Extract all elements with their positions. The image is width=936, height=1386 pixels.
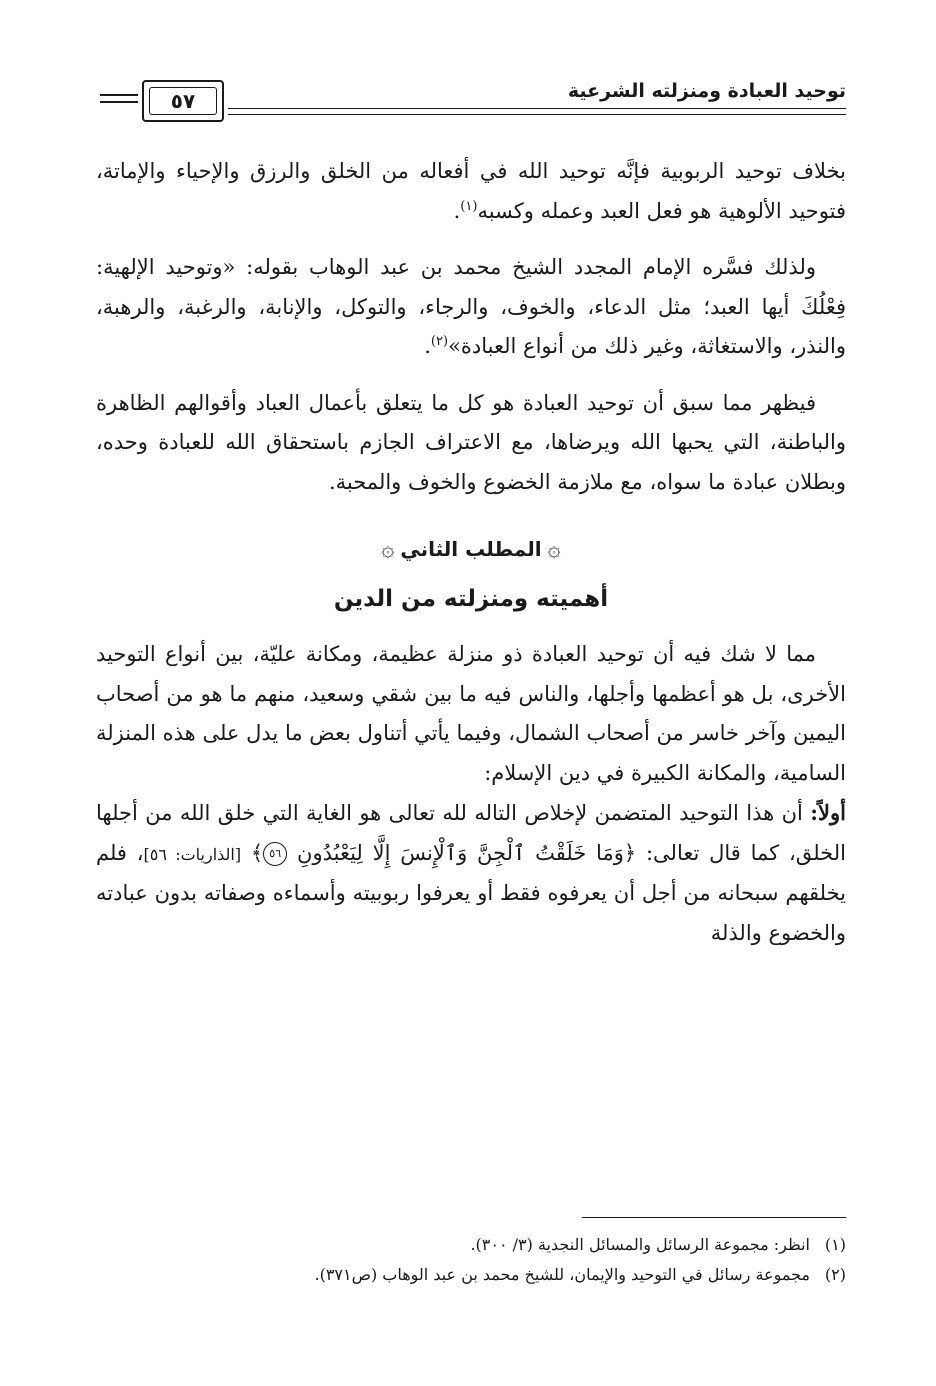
- footnote-ref-1[interactable]: (١): [460, 198, 478, 214]
- page-number: ٥٧: [170, 89, 196, 113]
- quoted-definition: «وتوحيد الإلهية: فِعْلُكَ أيها العبد؛ مثل الدعاء، والخوف، والرجاء، والتوكل، والإنابة، والرغبة، والرهبة، والنذر، والاستغاثة، وغير ذلك من أنواع العبادة»: [96, 255, 846, 358]
- running-title: توحيد العبادة ومنزلته الشرعية: [567, 80, 846, 102]
- ayah-number-icon: ٥٦: [263, 842, 287, 866]
- quran-verse: ﴿وَمَا خَلَقْتُ ٱلْجِنَّ وَٱلْإِنسَ إِلَّا لِيَعْبُدُونِ ٥٦﴾: [250, 840, 637, 865]
- paragraph-5: أولاً: أن هذا التوحيد المتضمن لإخلاص التاله لله تعالى هو الغاية التي خلق الله من أجلها الخلق، كما قال تعالى: ﴿وَمَا خَلَقْتُ ٱلْجِنَّ وَٱلْإِنسَ إِلَّا لِيَعْبُدُونِ ٥٦﴾ [الذاريات: ٥٦]، فلم يخلقهم سبحانه من أجل أن يعرفوه فقط أو يعرفوا ربوبيته وأسماءه وصفاته بدون عبادته والخضوع والذلة: [96, 800, 846, 945]
- ornament-icon: ۞: [381, 537, 395, 562]
- section-heading: [96, 530, 846, 570]
- footnote-2: (٢)مجموعة رسائل في التوحيد والإيمان، للشيخ محمد بن عبد الوهاب (ص٣٧١).: [314, 1265, 846, 1284]
- header-left-rule: [100, 94, 138, 108]
- paragraph-4: مما لا شك فيه أن توحيد العبادة ذو منزلة عظيمة، ومكانة عليّة، بين أنواع التوحيد الأخرى، بل هو أعظمها وأجلها، والناس فيه ما بين شقي وسعيد، منهم ما هو من أصحاب اليمين وآخر خاسر من أصحاب الشمال، وفيما يأتي أتناول بعض ما يدل على هذه المنزلة السامية، والمكانة الكبيرة في دين الإسلام:: [96, 642, 846, 785]
- section-title: المطلب الثاني: [400, 537, 542, 561]
- header-rule: [228, 108, 846, 109]
- paragraph-3: فيظهر مما سبق أن توحيد العبادة هو كل ما يتعلق بأعمال العباد وأقوالهم الظاهرة والباطنة، التي يحبها الله ويرضاها، مع الاعتراف الجازم باستحقاق الله للعبادة وحده، وبطلان عبادة ما سواه، مع ملازمة الخضوع والخوف والمحبة.: [96, 390, 846, 494]
- footnotes: [106, 1230, 846, 1290]
- ornament-icon: ۞: [547, 537, 561, 562]
- header-rule-double: [228, 114, 846, 115]
- paragraph-1: بخلاف توحيد الربوبية فإنَّه توحيد الله في أفعاله من الخلق والرزق والإحياء والإماتة، فتوحيد الألوهية هو فعل العبد وعمله وكسبه$^{(١)}$.: [96, 159, 846, 223]
- page-header: [100, 78, 846, 128]
- section-subtitle: أهميته ومنزلته من الدين: [333, 585, 609, 612]
- main-text: [96, 152, 846, 953]
- footnote-divider: [582, 1217, 846, 1218]
- verse-reference: [الذاريات: ٥٦]: [143, 844, 242, 864]
- point-label: أولاً:: [810, 800, 846, 825]
- paragraph-2: ولذلك فسَّره الإمام المجدد الشيخ محمد بن عبد الوهاب بقوله: «وتوحيد الإلهية: فِعْلُكَ أيها العبد؛ مثل الدعاء، والخوف، والرجاء، والتوكل، والإنابة، والرغبة، والرهبة، والنذر، والاستغاثة، وغير ذلك من أنواع العبادة»$^{(٢)}$.: [96, 255, 846, 358]
- footnote-1: (١)انظر: مجموعة الرسائل والمسائل النجدية (٣/ ٣٠٠).: [470, 1235, 846, 1254]
- footnote-ref-2[interactable]: (٢): [430, 334, 449, 349]
- page-number-frame: [142, 80, 224, 122]
